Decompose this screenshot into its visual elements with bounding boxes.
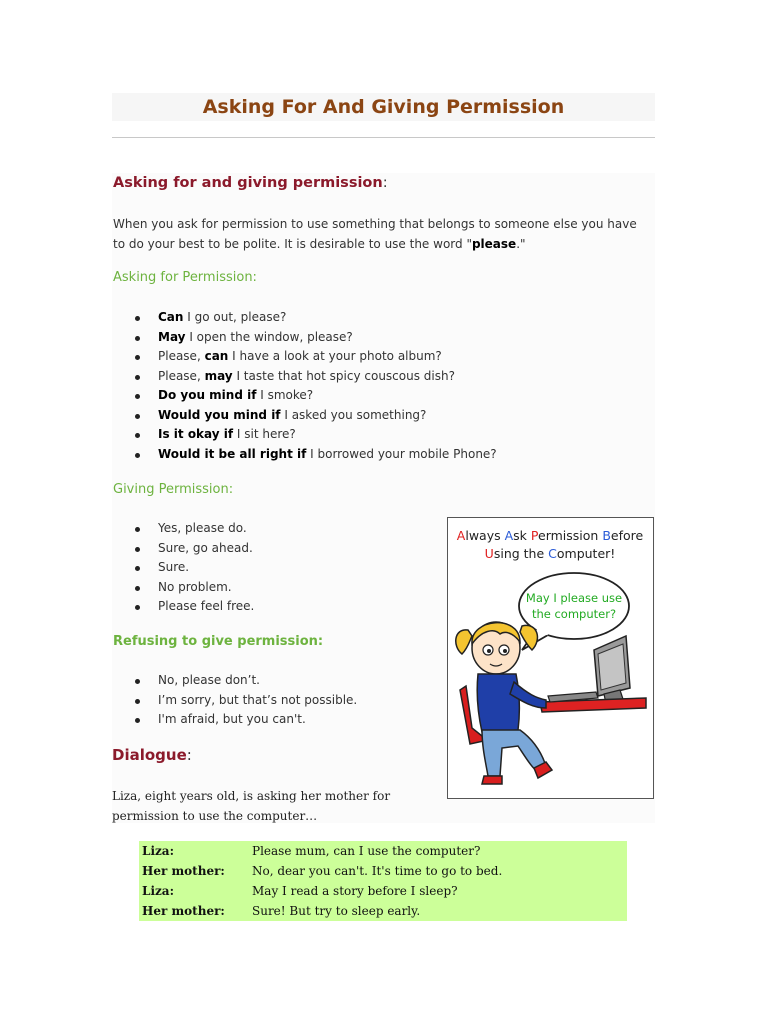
poster-caption-segment: sing the — [493, 546, 549, 561]
list-item: Please feel free. — [113, 597, 254, 617]
poster-caption-segment: P — [530, 528, 539, 543]
section-heading — [113, 175, 388, 191]
list-item — [113, 328, 497, 348]
poster-caption-line2 — [485, 546, 616, 561]
item-keyword: Would you mind if — [158, 407, 281, 422]
item-keyword: May — [158, 329, 186, 344]
intro-text-end: ." — [516, 237, 526, 251]
list-item — [113, 386, 497, 406]
list-item: Yes, please do. — [113, 519, 254, 539]
giving-list — [113, 519, 254, 617]
list-item: Sure. — [113, 558, 254, 578]
giving-heading: Giving Permission: — [113, 482, 234, 497]
refusing-list — [113, 671, 357, 730]
dialogue-intro: Liza, eight years old, is asking her mother for permission to use the computer… — [112, 789, 391, 823]
list-item — [113, 406, 497, 426]
item-text: I taste that hot spicy couscous dish? — [232, 368, 455, 383]
item-text: I open the window, please? — [185, 329, 353, 344]
item-text: I sit here? — [233, 427, 296, 441]
item-keyword: Would it be all right if — [158, 446, 307, 461]
dialogue-speaker: Her mother: — [142, 864, 225, 878]
poster-caption-segment: omputer! — [556, 546, 616, 561]
poster-caption-segment: B — [602, 528, 611, 543]
asking-list — [113, 308, 497, 464]
item-text: I asked you something? — [280, 407, 427, 422]
dialogue-speaker: Liza: — [142, 844, 175, 858]
dialogue-speaker: Her mother: — [142, 904, 225, 918]
poster-caption-segment: efore — [610, 528, 644, 543]
item-keyword: may — [204, 368, 233, 383]
poster-caption-segment: sk — [513, 528, 531, 543]
list-item: No, please don’t. — [113, 671, 357, 691]
item-text: I smoke? — [256, 388, 314, 402]
list-item — [113, 425, 497, 445]
list-item — [113, 308, 497, 328]
item-text: I borrowed your mobile Phone? — [306, 446, 497, 461]
poster-caption-segment: U — [484, 546, 494, 561]
dialogue-heading — [112, 746, 192, 764]
poster-caption-segment: A — [456, 528, 466, 543]
item-text: I go out, please? — [183, 310, 287, 324]
dialogue-speaker: Liza: — [142, 884, 175, 898]
list-item: Sure, go ahead. — [113, 539, 254, 559]
asking-heading: Asking for Permission: — [113, 270, 257, 285]
page-title: Asking For And Giving Permission — [202, 96, 565, 118]
intro-text: When you ask for permission to use something that belongs to someone else you have to do your best to be polite. It is desirable to use the word " — [113, 217, 637, 251]
dialogue-heading-text: Dialogue — [112, 746, 187, 764]
item-keyword: can — [204, 349, 229, 363]
poster-illustration — [448, 518, 653, 798]
item-keyword: Do you mind if — [158, 388, 257, 402]
poster-caption-segment: C — [548, 546, 557, 561]
intro-keyword: please — [471, 237, 517, 251]
item-lead: Please, — [158, 368, 205, 383]
item-text: I have a look at your photo album? — [228, 349, 442, 363]
section-heading-colon: : — [382, 175, 388, 191]
list-item — [113, 347, 497, 367]
dialogue-line: May I read a story before I sleep? — [252, 884, 458, 898]
dialogue-heading-colon: : — [186, 746, 192, 764]
poster-caption-segment: ermission — [538, 528, 603, 543]
item-lead: Please, — [158, 349, 205, 363]
dialogue-line: Please mum, can I use the computer? — [252, 844, 481, 858]
poster-caption-line1 — [457, 528, 644, 543]
list-item: No problem. — [113, 578, 254, 598]
refusing-heading: Refusing to give permission: — [113, 634, 324, 649]
section-heading-text: Asking for and giving permission — [113, 175, 383, 191]
girl-illustration — [456, 622, 552, 784]
dialogue-row — [139, 881, 627, 901]
dialogue-line: Sure! But try to sleep early. — [252, 904, 421, 918]
title-divider — [112, 137, 655, 138]
poster-caption-segment: A — [504, 528, 514, 543]
list-item: I'm afraid, but you can't. — [113, 710, 357, 730]
bubble-text-line2: the computer? — [531, 607, 617, 621]
item-keyword: Can — [158, 310, 184, 324]
intro-paragraph — [113, 214, 651, 254]
poster-caption-segment: lways — [465, 528, 505, 543]
list-item — [113, 367, 497, 387]
computer-icon — [540, 636, 646, 712]
dialogue-table — [139, 841, 627, 921]
permission-poster — [447, 517, 654, 799]
dialogue-row — [139, 861, 627, 881]
bubble-text-line1: May I please use — [525, 591, 623, 605]
dialogue-line: No, dear you can't. It's time to go to bed. — [252, 864, 503, 878]
dialogue-row — [139, 841, 627, 861]
dialogue-row — [139, 901, 627, 921]
list-item: I’m sorry, but that’s not possible. — [113, 691, 357, 711]
item-keyword: Is it okay if — [158, 427, 234, 441]
list-item — [113, 445, 497, 465]
